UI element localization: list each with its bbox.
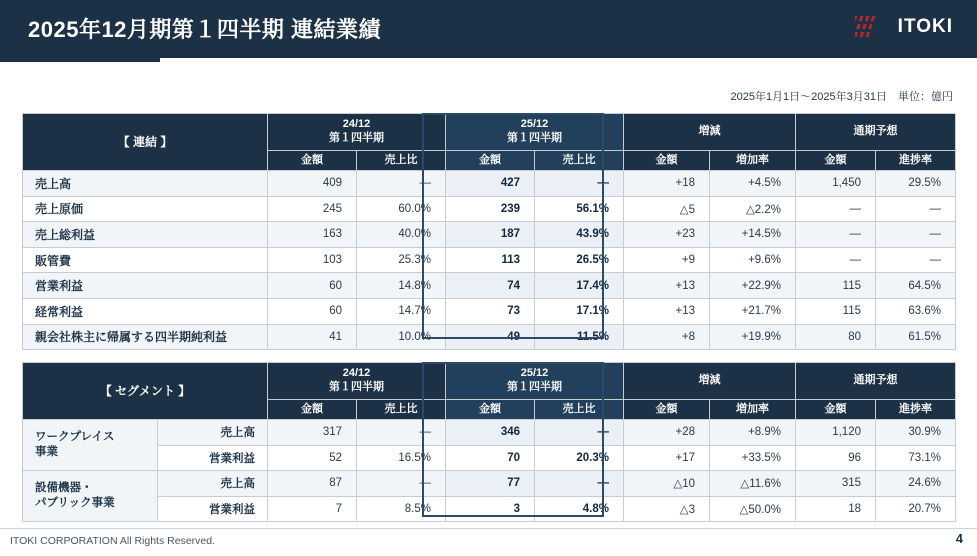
col-group-prev-year <box>268 114 446 151</box>
seg-col-group-current-year-line2: 第１四半期 <box>507 381 562 393</box>
cell-diff-rate: +33.5% <box>710 445 796 471</box>
page-number: 4 <box>955 531 963 546</box>
cell-cur-ratio: 20.3% <box>535 445 624 471</box>
itoki-hatch-mark-icon <box>855 14 889 40</box>
segment-metric-label: 売上高 <box>158 420 268 446</box>
cell-cur-ratio: — <box>535 471 624 497</box>
period-note: 2025年1月1日～2025年3月31日 単位：億円 <box>730 91 953 103</box>
segment-results-table <box>22 362 956 522</box>
segment-name-line2: 事業 <box>35 446 58 459</box>
footer-copyright: ITOKI CORPORATION All Rights Reserved. <box>10 535 215 547</box>
segment-metric-label: 売上高 <box>158 471 268 497</box>
cell-forecast-amount: 80 <box>796 324 876 350</box>
cell-prev-ratio: — <box>357 471 446 497</box>
seg-col-group-prev-year <box>268 363 446 400</box>
cell-diff-rate: +21.7% <box>710 298 796 324</box>
seg-col-group-current-year-line1: 25/12 <box>520 367 549 380</box>
cell-diff-rate: △50.0% <box>710 496 796 522</box>
cell-cur-amount: 113 <box>446 247 535 273</box>
cell-prev-ratio: 40.0% <box>357 222 446 248</box>
cell-forecast-amount: 115 <box>796 298 876 324</box>
seg-col-group-change: 増減 <box>624 363 796 400</box>
cell-prev-amount: 163 <box>268 222 357 248</box>
segment-name <box>23 420 158 471</box>
cell-forecast-amount: — <box>796 222 876 248</box>
cell-diff-amount: +13 <box>624 298 710 324</box>
cell-prev-amount: 7 <box>268 496 357 522</box>
cell-prev-amount: 52 <box>268 445 357 471</box>
table-row <box>23 420 956 446</box>
cell-forecast-progress: 64.5% <box>876 273 956 299</box>
col-group-prev-year-line2: 第１四半期 <box>329 132 384 144</box>
seg-subheader-forecast-progress: 進捗率 <box>876 400 956 420</box>
cell-prev-amount: 60 <box>268 298 357 324</box>
cell-prev-amount: 245 <box>268 196 357 222</box>
cell-prev-amount: 317 <box>268 420 357 446</box>
title-underline <box>0 58 160 62</box>
cell-diff-amount: +18 <box>624 171 710 197</box>
cell-forecast-progress: 63.6% <box>876 298 956 324</box>
cell-cur-amount: 74 <box>446 273 535 299</box>
brand-name: ITOKI <box>897 16 953 37</box>
cell-diff-amount: +28 <box>624 420 710 446</box>
cell-cur-amount: 3 <box>446 496 535 522</box>
segment-metric-label: 営業利益 <box>158 496 268 522</box>
table-row <box>23 247 956 273</box>
table-row <box>23 196 956 222</box>
cell-prev-ratio: 60.0% <box>357 196 446 222</box>
col-group-change: 増減 <box>624 114 796 151</box>
seg-subheader-cur-amount: 金額 <box>446 400 535 420</box>
row-label: 売上原価 <box>23 196 268 222</box>
table-row <box>23 273 956 299</box>
page-title: 2025年12月期第１四半期 連結業績 <box>28 17 382 42</box>
cell-cur-ratio: 26.5% <box>535 247 624 273</box>
cell-prev-ratio: 25.3% <box>357 247 446 273</box>
segment-metric-label: 営業利益 <box>158 445 268 471</box>
cell-forecast-amount: 115 <box>796 273 876 299</box>
cell-prev-amount: 103 <box>268 247 357 273</box>
row-label: 売上総利益 <box>23 222 268 248</box>
col-group-current-year-line1: 25/12 <box>520 118 549 131</box>
subheader-prev-ratio: 売上比 <box>357 151 446 171</box>
cell-prev-ratio: 16.5% <box>357 445 446 471</box>
cell-diff-rate: △11.6% <box>710 471 796 497</box>
cell-diff-rate: +14.5% <box>710 222 796 248</box>
subheader-cur-ratio: 売上比 <box>535 151 624 171</box>
seg-col-group-current-year <box>446 363 624 400</box>
seg-subheader-forecast-amount: 金額 <box>796 400 876 420</box>
table-row <box>23 222 956 248</box>
cell-forecast-progress: — <box>876 196 956 222</box>
seg-subheader-cur-ratio: 売上比 <box>535 400 624 420</box>
segment-name-line2: パブリック事業 <box>35 497 115 510</box>
col-group-forecast: 通期予想 <box>796 114 956 151</box>
cell-cur-amount: 49 <box>446 324 535 350</box>
cell-cur-amount: 427 <box>446 171 535 197</box>
cell-cur-ratio: 43.9% <box>535 222 624 248</box>
consolidated-row-header: 【 連結 】 <box>23 114 268 171</box>
cell-prev-amount: 87 <box>268 471 357 497</box>
cell-cur-ratio: — <box>535 420 624 446</box>
cell-diff-amount: +9 <box>624 247 710 273</box>
cell-prev-amount: 60 <box>268 273 357 299</box>
cell-forecast-progress: 24.6% <box>876 471 956 497</box>
seg-col-group-prev-year-line2: 第１四半期 <box>329 381 384 393</box>
seg-subheader-prev-ratio: 売上比 <box>357 400 446 420</box>
cell-cur-ratio: 4.8% <box>535 496 624 522</box>
cell-forecast-amount: 1,450 <box>796 171 876 197</box>
row-label: 売上高 <box>23 171 268 197</box>
cell-cur-ratio: 17.4% <box>535 273 624 299</box>
cell-forecast-amount: 18 <box>796 496 876 522</box>
cell-cur-amount: 346 <box>446 420 535 446</box>
cell-forecast-progress: 61.5% <box>876 324 956 350</box>
cell-diff-amount: +13 <box>624 273 710 299</box>
cell-diff-rate: +9.6% <box>710 247 796 273</box>
row-label: 親会社株主に帰属する四半期純利益 <box>23 324 268 350</box>
seg-subheader-diff-amount: 金額 <box>624 400 710 420</box>
cell-prev-amount: 41 <box>268 324 357 350</box>
cell-forecast-amount: — <box>796 196 876 222</box>
subheader-prev-amount: 金額 <box>268 151 357 171</box>
cell-prev-amount: 409 <box>268 171 357 197</box>
cell-forecast-amount: — <box>796 247 876 273</box>
subheader-cur-amount: 金額 <box>446 151 535 171</box>
segment-row-header: 【 セグメント 】 <box>23 363 268 420</box>
row-label: 営業利益 <box>23 273 268 299</box>
cell-diff-rate: +4.5% <box>710 171 796 197</box>
consolidated-results-table <box>22 113 956 350</box>
table-row <box>23 471 956 497</box>
cell-prev-ratio: 8.5% <box>357 496 446 522</box>
footer-divider <box>0 528 977 529</box>
cell-diff-amount: +8 <box>624 324 710 350</box>
cell-cur-amount: 70 <box>446 445 535 471</box>
segment-name-line1: ワークプレイス <box>35 430 115 443</box>
cell-cur-amount: 77 <box>446 471 535 497</box>
cell-diff-rate: △2.2% <box>710 196 796 222</box>
cell-diff-amount: △10 <box>624 471 710 497</box>
seg-subheader-diff-rate: 増加率 <box>710 400 796 420</box>
cell-cur-amount: 187 <box>446 222 535 248</box>
cell-cur-amount: 73 <box>446 298 535 324</box>
subheader-diff-amount: 金額 <box>624 151 710 171</box>
cell-diff-rate: +19.9% <box>710 324 796 350</box>
segment-name <box>23 471 158 522</box>
cell-forecast-amount: 315 <box>796 471 876 497</box>
cell-forecast-progress: — <box>876 247 956 273</box>
cell-diff-rate: +8.9% <box>710 420 796 446</box>
table-row <box>23 496 956 522</box>
cell-prev-ratio: 14.8% <box>357 273 446 299</box>
cell-cur-amount: 239 <box>446 196 535 222</box>
subheader-diff-rate: 増加率 <box>710 151 796 171</box>
cell-cur-ratio: 56.1% <box>535 196 624 222</box>
seg-col-group-forecast: 通期予想 <box>796 363 956 400</box>
row-label: 販管費 <box>23 247 268 273</box>
cell-diff-amount: △3 <box>624 496 710 522</box>
col-group-current-year-line2: 第１四半期 <box>507 132 562 144</box>
cell-forecast-progress: 73.1% <box>876 445 956 471</box>
cell-forecast-progress: 20.7% <box>876 496 956 522</box>
table-row <box>23 445 956 471</box>
subheader-forecast-amount: 金額 <box>796 151 876 171</box>
cell-prev-ratio: 10.0% <box>357 324 446 350</box>
table-row <box>23 298 956 324</box>
cell-forecast-amount: 1,120 <box>796 420 876 446</box>
brand-logo <box>855 14 953 40</box>
row-label: 経常利益 <box>23 298 268 324</box>
cell-cur-ratio: 11.5% <box>535 324 624 350</box>
cell-diff-amount: +23 <box>624 222 710 248</box>
seg-col-group-prev-year-line1: 24/12 <box>342 367 371 380</box>
cell-prev-ratio: — <box>357 171 446 197</box>
cell-cur-ratio: 17.1% <box>535 298 624 324</box>
cell-forecast-progress: — <box>876 222 956 248</box>
cell-forecast-progress: 29.5% <box>876 171 956 197</box>
cell-diff-amount: +17 <box>624 445 710 471</box>
subheader-forecast-progress: 進捗率 <box>876 151 956 171</box>
cell-cur-ratio: — <box>535 171 624 197</box>
cell-diff-rate: +22.9% <box>710 273 796 299</box>
cell-prev-ratio: 14.7% <box>357 298 446 324</box>
col-group-current-year <box>446 114 624 151</box>
cell-forecast-progress: 30.9% <box>876 420 956 446</box>
table-row <box>23 171 956 197</box>
segment-name-line1: 設備機器・ <box>35 481 93 494</box>
cell-diff-amount: △5 <box>624 196 710 222</box>
seg-subheader-prev-amount: 金額 <box>268 400 357 420</box>
col-group-prev-year-line1: 24/12 <box>342 118 371 131</box>
cell-prev-ratio: — <box>357 420 446 446</box>
table-row <box>23 324 956 350</box>
cell-forecast-amount: 96 <box>796 445 876 471</box>
slide-header <box>0 0 977 58</box>
